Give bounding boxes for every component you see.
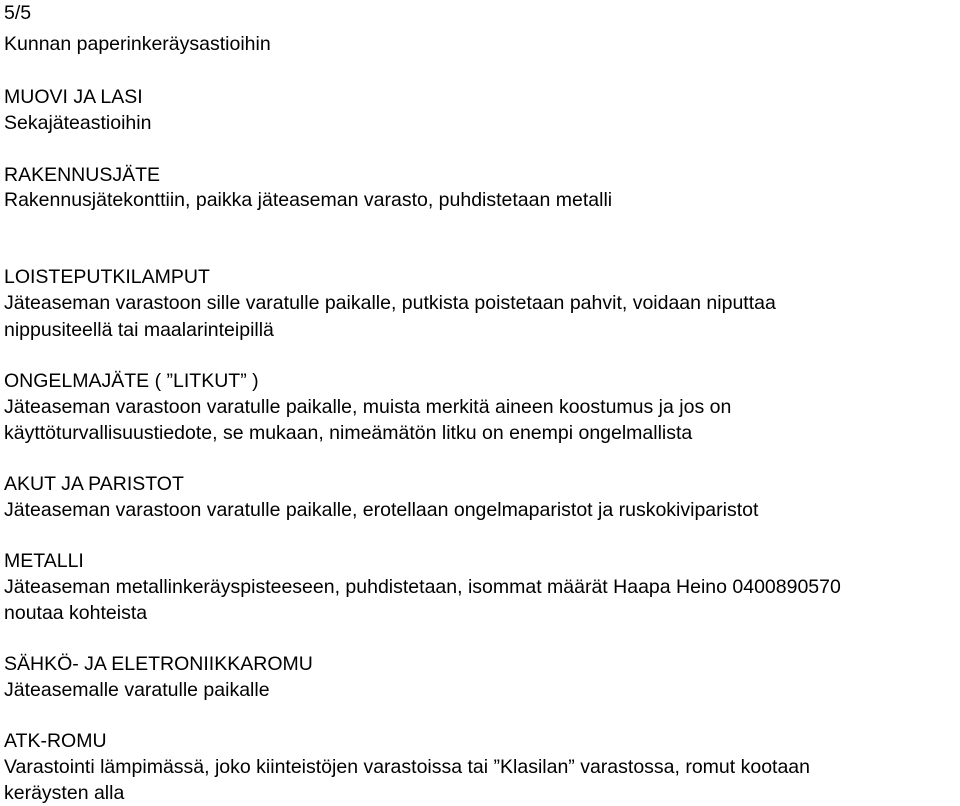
section-text-rakennusjate: Rakennusjätekonttiin, paikka jäteaseman varasto, puhdistetaan metalli <box>4 189 613 211</box>
section-heading-akut-ja-paristot: AKUT JA PARISTOT <box>4 473 184 495</box>
section-text-atk-romu-1: Varastointi lämpimässä, joko kiinteistöjen varastoissa tai ”Klasilan” varastossa, romut kootaan <box>4 756 810 778</box>
section-text-loisteputkilamput-1: Jäteaseman varastoon sille varatulle paikalle, putkista poistetaan pahvit, voidaan niputtaa <box>4 292 776 314</box>
section-heading-loisteputkilamput: LOISTEPUTKILAMPUT <box>4 266 210 288</box>
section-text-akut-ja-paristot: Jäteaseman varastoon varatulle paikalle, erotellaan ongelmaparistot ja ruskokiviparistot <box>4 499 759 521</box>
section-text-ongelmajate-2: käyttöturvallisuustiedote, se mukaan, nimeämätön litku on enempi ongelmallista <box>4 422 693 444</box>
intro-line: Kunnan paperinkeräysastioihin <box>4 33 271 55</box>
section-text-ongelmajate-1: Jäteaseman varastoon varatulle paikalle, muista merkitä aineen koostumus ja jos on <box>4 396 732 418</box>
section-text-atk-romu-2: keräysten alla <box>4 782 125 804</box>
section-heading-muovi-ja-lasi: MUOVI JA LASI <box>4 86 143 108</box>
section-text-loisteputkilamput-2: nippusiteellä tai maalarinteipillä <box>4 319 274 341</box>
section-heading-sahko-elektroniikka: SÄHKÖ- JA ELETRONIIKKAROMU <box>4 653 313 675</box>
section-text-sahko-elektroniikka: Jäteasemalle varatulle paikalle <box>4 679 270 701</box>
section-text-muovi-ja-lasi: Sekajäteastioihin <box>4 112 152 134</box>
section-heading-rakennusjate: RAKENNUSJÄTE <box>4 164 161 186</box>
section-heading-atk-romu: ATK-ROMU <box>4 730 107 752</box>
page-number: 5/5 <box>4 2 32 24</box>
section-heading-metalli: METALLI <box>4 550 84 572</box>
section-heading-ongelmajate: ONGELMAJÄTE ( ”LITKUT” ) <box>4 370 259 392</box>
section-text-metalli-2: noutaa kohteista <box>4 602 148 624</box>
section-text-metalli-1: Jäteaseman metallinkeräyspisteeseen, puhdistetaan, isommat määrät Haapa Heino 0400890570 <box>4 576 841 598</box>
